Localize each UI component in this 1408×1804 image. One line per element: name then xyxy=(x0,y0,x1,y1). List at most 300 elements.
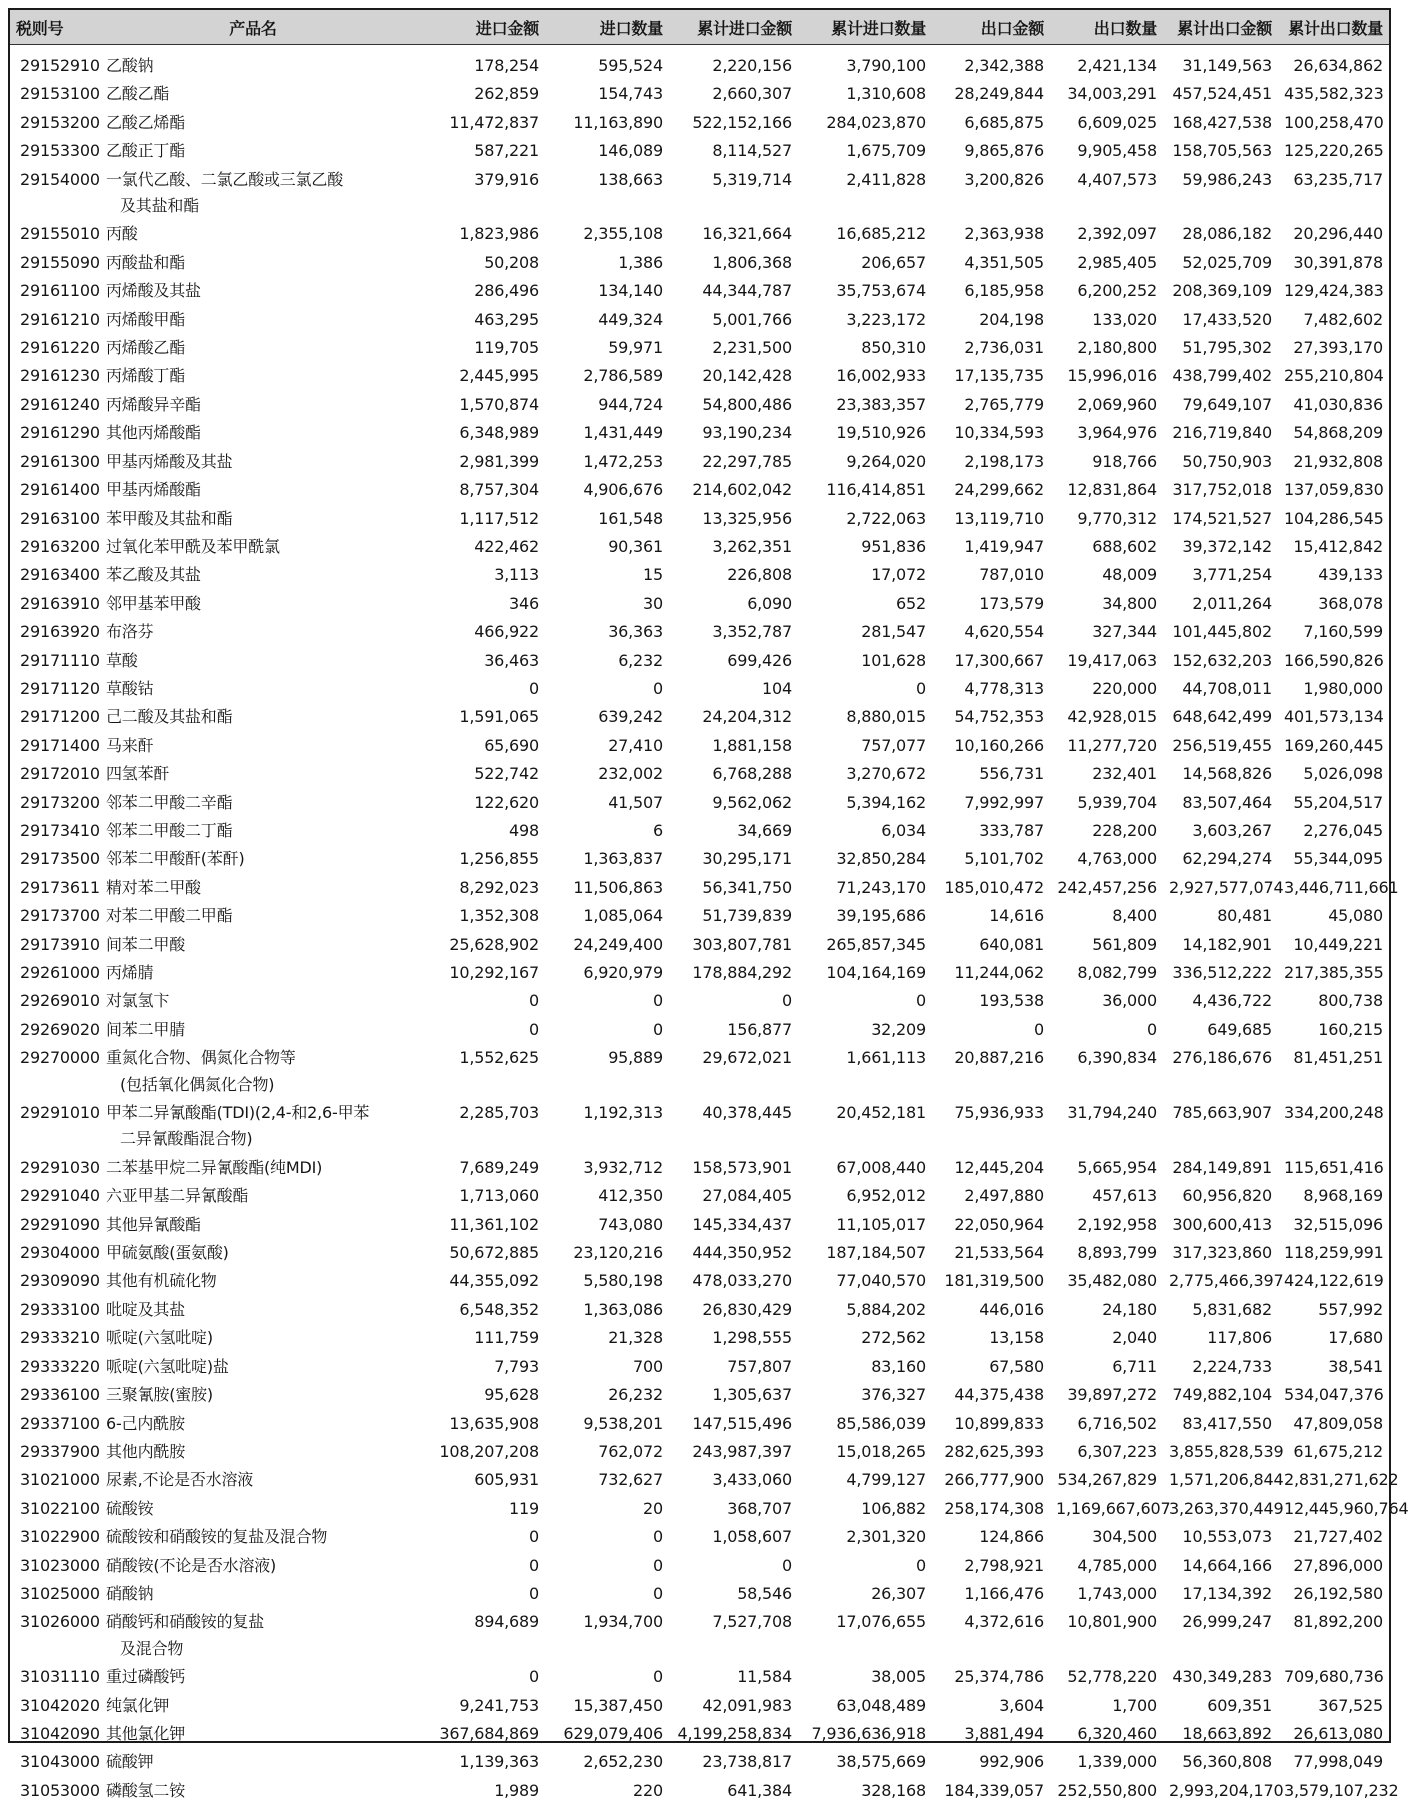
import-amount-cell: 2,285,703 xyxy=(404,1098,545,1153)
export-amount-cell: 25,374,786 xyxy=(932,1662,1050,1690)
cumulative-export-amount-cell: 430,349,283 xyxy=(1163,1662,1278,1690)
product-name-line: 硫酸铵 xyxy=(106,1496,398,1522)
export-quantity-cell: 457,613 xyxy=(1050,1181,1163,1209)
product-name xyxy=(102,136,404,164)
cumulative-import-quantity-cell: 7,936,636,918 xyxy=(798,1719,932,1747)
export-quantity-cell: 31,794,240 xyxy=(1050,1098,1163,1153)
export-amount-cell: 6,185,958 xyxy=(932,276,1050,304)
cumulative-export-quantity-cell: 55,344,095 xyxy=(1278,844,1389,872)
cumulative-import-quantity-cell: 71,243,170 xyxy=(798,873,932,901)
tariff-code: 29163910 xyxy=(10,589,102,617)
table-row xyxy=(10,1295,1389,1323)
product-name-line: 其他异氰酸酯 xyxy=(106,1212,398,1238)
cumulative-export-amount-cell: 83,417,550 xyxy=(1163,1409,1278,1437)
cumulative-import-amount-cell: 26,830,429 xyxy=(669,1295,798,1323)
product-name-line: 邻苯二甲酸二辛酯 xyxy=(106,790,398,816)
tariff-code: 29173910 xyxy=(10,930,102,958)
header-cumulative-export-quantity: 累计出口数量 xyxy=(1278,10,1389,45)
import-amount-cell: 7,793 xyxy=(404,1352,545,1380)
header-cumulative-import-quantity: 累计进口数量 xyxy=(798,10,932,45)
import-quantity-cell: 15,387,450 xyxy=(545,1691,669,1719)
export-amount-cell: 4,778,313 xyxy=(932,674,1050,702)
table-row xyxy=(10,1266,1389,1294)
table-row xyxy=(10,1437,1389,1465)
import-amount-cell: 1,989 xyxy=(404,1776,545,1804)
export-amount-cell: 3,604 xyxy=(932,1691,1050,1719)
import-quantity-cell: 743,080 xyxy=(545,1210,669,1238)
cumulative-export-amount-cell: 2,927,577,074 xyxy=(1163,873,1278,901)
export-quantity-cell: 8,893,799 xyxy=(1050,1238,1163,1266)
export-amount-cell: 1,419,947 xyxy=(932,532,1050,560)
product-name-line: 草酸钴 xyxy=(106,676,398,702)
cumulative-export-quantity-cell: 129,424,383 xyxy=(1278,276,1389,304)
export-amount-cell: 10,899,833 xyxy=(932,1409,1050,1437)
cumulative-import-amount-cell: 30,295,171 xyxy=(669,844,798,872)
export-quantity-cell: 252,550,800 xyxy=(1050,1776,1163,1804)
table-row xyxy=(10,504,1389,532)
import-amount-cell: 111,759 xyxy=(404,1323,545,1351)
import-amount-cell: 1,823,986 xyxy=(404,219,545,247)
cumulative-import-quantity-cell: 26,307 xyxy=(798,1579,932,1607)
cumulative-import-amount-cell: 303,807,781 xyxy=(669,930,798,958)
import-amount-cell: 379,916 xyxy=(404,165,545,220)
export-amount-cell: 10,334,593 xyxy=(932,418,1050,446)
cumulative-import-quantity-cell: 281,547 xyxy=(798,617,932,645)
export-amount-cell: 5,101,702 xyxy=(932,844,1050,872)
cumulative-export-quantity-cell: 3,579,107,232 xyxy=(1278,1776,1389,1804)
cumulative-import-quantity-cell: 328,168 xyxy=(798,1776,932,1804)
export-amount-cell: 124,866 xyxy=(932,1522,1050,1550)
export-quantity-cell: 10,801,900 xyxy=(1050,1607,1163,1662)
export-quantity-cell: 1,743,000 xyxy=(1050,1579,1163,1607)
product-name-line: 精对苯二甲酸 xyxy=(106,875,398,901)
tariff-code: 29161400 xyxy=(10,475,102,503)
cumulative-export-amount-cell: 39,372,142 xyxy=(1163,532,1278,560)
export-quantity-cell: 2,192,958 xyxy=(1050,1210,1163,1238)
product-name xyxy=(102,759,404,787)
cumulative-import-quantity-cell: 15,018,265 xyxy=(798,1437,932,1465)
product-name-line: 邻甲基苯甲酸 xyxy=(106,591,398,617)
import-amount-cell: 11,361,102 xyxy=(404,1210,545,1238)
import-amount-cell: 0 xyxy=(404,986,545,1014)
import-quantity-cell: 23,120,216 xyxy=(545,1238,669,1266)
import-quantity-cell: 154,743 xyxy=(545,79,669,107)
table-row xyxy=(10,165,1389,220)
export-quantity-cell: 242,457,256 xyxy=(1050,873,1163,901)
product-name-line: 丙烯酸及其盐 xyxy=(106,278,398,304)
product-name xyxy=(102,1380,404,1408)
tariff-code: 29173700 xyxy=(10,901,102,929)
export-quantity-cell: 3,964,976 xyxy=(1050,418,1163,446)
cumulative-import-amount-cell: 641,384 xyxy=(669,1776,798,1804)
product-name-line: 哌啶(六氢吡啶)盐 xyxy=(106,1354,398,1380)
export-amount-cell: 2,765,779 xyxy=(932,390,1050,418)
cumulative-import-amount-cell: 40,378,445 xyxy=(669,1098,798,1153)
tariff-code: 29153200 xyxy=(10,108,102,136)
cumulative-import-amount-cell: 5,319,714 xyxy=(669,165,798,220)
export-quantity-cell: 34,800 xyxy=(1050,589,1163,617)
product-name-continuation: 二异氰酸酯混合物) xyxy=(106,1126,398,1152)
export-quantity-cell: 327,344 xyxy=(1050,617,1163,645)
import-amount-cell: 0 xyxy=(404,674,545,702)
table-row xyxy=(10,844,1389,872)
cumulative-import-amount-cell: 104 xyxy=(669,674,798,702)
product-name-line: 马来酐 xyxy=(106,733,398,759)
export-quantity-cell: 4,407,573 xyxy=(1050,165,1163,220)
cumulative-export-quantity-cell: 30,391,878 xyxy=(1278,248,1389,276)
cumulative-export-amount-cell: 18,663,892 xyxy=(1163,1719,1278,1747)
product-name-line: 甲基丙烯酸酯 xyxy=(106,477,398,503)
export-quantity-cell: 6,390,834 xyxy=(1050,1043,1163,1098)
table-row xyxy=(10,1409,1389,1437)
product-name xyxy=(102,1579,404,1607)
import-quantity-cell: 90,361 xyxy=(545,532,669,560)
cumulative-import-amount-cell: 54,800,486 xyxy=(669,390,798,418)
export-quantity-cell: 534,267,829 xyxy=(1050,1465,1163,1493)
tariff-code: 31022900 xyxy=(10,1522,102,1550)
import-amount-cell: 178,254 xyxy=(404,45,545,80)
cumulative-import-quantity-cell: 77,040,570 xyxy=(798,1266,932,1294)
product-name xyxy=(102,589,404,617)
tariff-code: 29291030 xyxy=(10,1153,102,1181)
export-quantity-cell: 2,421,134 xyxy=(1050,45,1163,80)
cumulative-import-amount-cell: 2,220,156 xyxy=(669,45,798,80)
table-row xyxy=(10,901,1389,929)
cumulative-export-quantity-cell: 160,215 xyxy=(1278,1015,1389,1043)
cumulative-export-quantity-cell: 41,030,836 xyxy=(1278,390,1389,418)
cumulative-export-amount-cell: 276,186,676 xyxy=(1163,1043,1278,1098)
product-name xyxy=(102,418,404,446)
export-quantity-cell: 0 xyxy=(1050,1015,1163,1043)
cumulative-export-quantity-cell: 3,446,711,661 xyxy=(1278,873,1389,901)
import-amount-cell: 2,981,399 xyxy=(404,447,545,475)
tariff-code: 29269020 xyxy=(10,1015,102,1043)
export-amount-cell: 640,081 xyxy=(932,930,1050,958)
cumulative-export-quantity-cell: 26,634,862 xyxy=(1278,45,1389,80)
cumulative-import-quantity-cell: 2,722,063 xyxy=(798,504,932,532)
product-name xyxy=(102,1551,404,1579)
import-amount-cell: 1,570,874 xyxy=(404,390,545,418)
product-name-line: 甲基丙烯酸及其盐 xyxy=(106,449,398,475)
tariff-code: 29171120 xyxy=(10,674,102,702)
cumulative-import-quantity-cell: 35,753,674 xyxy=(798,276,932,304)
tariff-code: 31042020 xyxy=(10,1691,102,1719)
cumulative-export-amount-cell: 2,993,204,170 xyxy=(1163,1776,1278,1804)
tariff-code: 29173500 xyxy=(10,844,102,872)
export-amount-cell: 266,777,900 xyxy=(932,1465,1050,1493)
import-quantity-cell: 700 xyxy=(545,1352,669,1380)
import-quantity-cell: 2,652,230 xyxy=(545,1747,669,1775)
tariff-code: 29261000 xyxy=(10,958,102,986)
import-amount-cell: 119,705 xyxy=(404,333,545,361)
export-amount-cell: 185,010,472 xyxy=(932,873,1050,901)
cumulative-export-quantity-cell: 5,026,098 xyxy=(1278,759,1389,787)
export-amount-cell: 17,135,735 xyxy=(932,361,1050,389)
import-quantity-cell: 134,140 xyxy=(545,276,669,304)
cumulative-export-amount-cell: 648,642,499 xyxy=(1163,702,1278,730)
import-quantity-cell: 0 xyxy=(545,1662,669,1690)
table-row xyxy=(10,986,1389,1014)
export-quantity-cell: 8,082,799 xyxy=(1050,958,1163,986)
cumulative-import-quantity-cell: 8,880,015 xyxy=(798,702,932,730)
table-row xyxy=(10,617,1389,645)
header-tariff-code: 税则号 xyxy=(10,10,102,45)
cumulative-export-quantity-cell: 12,445,960,764 xyxy=(1278,1494,1389,1522)
cumulative-export-amount-cell: 749,882,104 xyxy=(1163,1380,1278,1408)
cumulative-import-amount-cell: 4,199,258,834 xyxy=(669,1719,798,1747)
import-quantity-cell: 732,627 xyxy=(545,1465,669,1493)
product-name xyxy=(102,1015,404,1043)
product-name xyxy=(102,1098,404,1153)
table-row xyxy=(10,1238,1389,1266)
export-amount-cell: 11,244,062 xyxy=(932,958,1050,986)
cumulative-export-quantity-cell: 55,204,517 xyxy=(1278,788,1389,816)
table-row xyxy=(10,1465,1389,1493)
cumulative-export-quantity-cell: 17,680 xyxy=(1278,1323,1389,1351)
tariff-code: 31025000 xyxy=(10,1579,102,1607)
cumulative-import-quantity-cell: 272,562 xyxy=(798,1323,932,1351)
export-quantity-cell: 52,778,220 xyxy=(1050,1662,1163,1690)
product-name xyxy=(102,45,404,80)
import-quantity-cell: 0 xyxy=(545,1015,669,1043)
cumulative-import-quantity-cell: 23,383,357 xyxy=(798,390,932,418)
import-quantity-cell: 232,002 xyxy=(545,759,669,787)
product-name xyxy=(102,1719,404,1747)
table-row xyxy=(10,1015,1389,1043)
export-quantity-cell: 19,417,063 xyxy=(1050,646,1163,674)
cumulative-export-amount-cell: 1,571,206,844 xyxy=(1163,1465,1278,1493)
export-amount-cell: 20,887,216 xyxy=(932,1043,1050,1098)
product-name xyxy=(102,447,404,475)
export-amount-cell: 2,736,031 xyxy=(932,333,1050,361)
import-quantity-cell: 0 xyxy=(545,986,669,1014)
product-name xyxy=(102,646,404,674)
import-quantity-cell: 595,524 xyxy=(545,45,669,80)
import-quantity-cell: 1,472,253 xyxy=(545,447,669,475)
export-quantity-cell: 11,277,720 xyxy=(1050,731,1163,759)
table-row xyxy=(10,873,1389,901)
import-quantity-cell: 11,506,863 xyxy=(545,873,669,901)
cumulative-import-quantity-cell: 2,301,320 xyxy=(798,1522,932,1550)
export-amount-cell: 54,752,353 xyxy=(932,702,1050,730)
cumulative-import-quantity-cell: 652 xyxy=(798,589,932,617)
cumulative-export-amount-cell: 256,519,455 xyxy=(1163,731,1278,759)
cumulative-export-amount-cell: 785,663,907 xyxy=(1163,1098,1278,1153)
cumulative-export-quantity-cell: 104,286,545 xyxy=(1278,504,1389,532)
product-name xyxy=(102,617,404,645)
cumulative-import-amount-cell: 145,334,437 xyxy=(669,1210,798,1238)
cumulative-export-amount-cell: 52,025,709 xyxy=(1163,248,1278,276)
tariff-code: 31031110 xyxy=(10,1662,102,1690)
cumulative-export-quantity-cell: 10,449,221 xyxy=(1278,930,1389,958)
cumulative-import-quantity-cell: 3,790,100 xyxy=(798,45,932,80)
import-quantity-cell: 161,548 xyxy=(545,504,669,532)
cumulative-export-quantity-cell: 115,651,416 xyxy=(1278,1153,1389,1181)
table-row xyxy=(10,1181,1389,1209)
table-row xyxy=(10,475,1389,503)
product-name xyxy=(102,1776,404,1804)
cumulative-import-quantity-cell: 39,195,686 xyxy=(798,901,932,929)
cumulative-import-quantity-cell: 6,034 xyxy=(798,816,932,844)
cumulative-export-quantity-cell: 125,220,265 xyxy=(1278,136,1389,164)
cumulative-export-amount-cell: 438,799,402 xyxy=(1163,361,1278,389)
cumulative-export-amount-cell: 300,600,413 xyxy=(1163,1210,1278,1238)
export-amount-cell: 75,936,933 xyxy=(932,1098,1050,1153)
product-name xyxy=(102,560,404,588)
export-quantity-cell: 5,665,954 xyxy=(1050,1153,1163,1181)
cumulative-export-quantity-cell: 334,200,248 xyxy=(1278,1098,1389,1153)
cumulative-export-amount-cell: 51,795,302 xyxy=(1163,333,1278,361)
product-name-line: 甲苯二异氰酸酯(TDI)(2,4-和2,6-甲苯 xyxy=(106,1100,398,1126)
cumulative-import-amount-cell: 0 xyxy=(669,986,798,1014)
cumulative-import-amount-cell: 147,515,496 xyxy=(669,1409,798,1437)
cumulative-import-amount-cell: 522,152,166 xyxy=(669,108,798,136)
import-amount-cell: 11,472,837 xyxy=(404,108,545,136)
cumulative-export-quantity-cell: 217,385,355 xyxy=(1278,958,1389,986)
product-name xyxy=(102,674,404,702)
export-amount-cell: 2,497,880 xyxy=(932,1181,1050,1209)
import-quantity-cell: 138,663 xyxy=(545,165,669,220)
cumulative-import-amount-cell: 51,739,839 xyxy=(669,901,798,929)
export-quantity-cell: 4,763,000 xyxy=(1050,844,1163,872)
product-name-line: 布洛芬 xyxy=(106,619,398,645)
table-row xyxy=(10,1691,1389,1719)
import-amount-cell: 13,635,908 xyxy=(404,1409,545,1437)
product-name-line: 乙酸乙酯 xyxy=(106,81,398,107)
product-name xyxy=(102,79,404,107)
export-quantity-cell: 6,320,460 xyxy=(1050,1719,1163,1747)
product-name xyxy=(102,504,404,532)
product-name-line: 邻苯二甲酸酐(苯酐) xyxy=(106,846,398,872)
tariff-code: 29173611 xyxy=(10,873,102,901)
export-amount-cell: 2,798,921 xyxy=(932,1551,1050,1579)
table-row xyxy=(10,79,1389,107)
export-amount-cell: 282,625,393 xyxy=(932,1437,1050,1465)
product-name-line: 重过磷酸钙 xyxy=(106,1664,398,1690)
cumulative-export-amount-cell: 2,224,733 xyxy=(1163,1352,1278,1380)
export-quantity-cell: 15,996,016 xyxy=(1050,361,1163,389)
tariff-code: 31042090 xyxy=(10,1719,102,1747)
cumulative-export-quantity-cell: 401,573,134 xyxy=(1278,702,1389,730)
product-name-line: 丙酸盐和酯 xyxy=(106,250,398,276)
export-amount-cell: 204,198 xyxy=(932,305,1050,333)
cumulative-import-amount-cell: 3,352,787 xyxy=(669,617,798,645)
product-name-line: 其他内酰胺 xyxy=(106,1439,398,1465)
export-quantity-cell: 8,400 xyxy=(1050,901,1163,929)
table-row xyxy=(10,1522,1389,1550)
export-amount-cell: 17,300,667 xyxy=(932,646,1050,674)
product-name-line: 六亚甲基二异氰酸酯 xyxy=(106,1183,398,1209)
export-quantity-cell: 48,009 xyxy=(1050,560,1163,588)
export-quantity-cell: 228,200 xyxy=(1050,816,1163,844)
product-name-line: 草酸 xyxy=(106,648,398,674)
product-name xyxy=(102,248,404,276)
cumulative-import-quantity-cell: 6,952,012 xyxy=(798,1181,932,1209)
cumulative-export-amount-cell: 83,507,464 xyxy=(1163,788,1278,816)
table-row xyxy=(10,646,1389,674)
export-amount-cell: 4,351,505 xyxy=(932,248,1050,276)
cumulative-import-quantity-cell: 1,310,608 xyxy=(798,79,932,107)
import-amount-cell: 422,462 xyxy=(404,532,545,560)
cumulative-import-amount-cell: 56,341,750 xyxy=(669,873,798,901)
tariff-code: 29337900 xyxy=(10,1437,102,1465)
product-name-line: 间苯二甲酸 xyxy=(106,932,398,958)
cumulative-import-quantity-cell: 3,223,172 xyxy=(798,305,932,333)
export-amount-cell: 258,174,308 xyxy=(932,1494,1050,1522)
import-amount-cell: 0 xyxy=(404,1551,545,1579)
cumulative-export-amount-cell: 10,553,073 xyxy=(1163,1522,1278,1550)
table-row xyxy=(10,1747,1389,1775)
product-name xyxy=(102,219,404,247)
table-row xyxy=(10,1776,1389,1804)
table-row xyxy=(10,1098,1389,1153)
cumulative-import-quantity-cell: 67,008,440 xyxy=(798,1153,932,1181)
cumulative-export-quantity-cell: 47,809,058 xyxy=(1278,1409,1389,1437)
import-amount-cell: 463,295 xyxy=(404,305,545,333)
export-quantity-cell: 1,339,000 xyxy=(1050,1747,1163,1775)
table-row xyxy=(10,1043,1389,1098)
product-name-line: 硫酸钾 xyxy=(106,1749,398,1775)
table-row xyxy=(10,1380,1389,1408)
cumulative-import-amount-cell: 444,350,952 xyxy=(669,1238,798,1266)
product-name xyxy=(102,532,404,560)
tariff-code: 29309090 xyxy=(10,1266,102,1294)
export-quantity-cell: 561,809 xyxy=(1050,930,1163,958)
export-amount-cell: 13,158 xyxy=(932,1323,1050,1351)
export-amount-cell: 3,881,494 xyxy=(932,1719,1050,1747)
export-quantity-cell: 2,985,405 xyxy=(1050,248,1163,276)
cumulative-export-amount-cell: 2,011,264 xyxy=(1163,589,1278,617)
import-amount-cell: 1,139,363 xyxy=(404,1747,545,1775)
cumulative-export-amount-cell: 44,708,011 xyxy=(1163,674,1278,702)
export-amount-cell: 22,050,964 xyxy=(932,1210,1050,1238)
import-amount-cell: 498 xyxy=(404,816,545,844)
tariff-code: 31043000 xyxy=(10,1747,102,1775)
cumulative-import-quantity-cell: 265,857,345 xyxy=(798,930,932,958)
cumulative-export-quantity-cell: 15,412,842 xyxy=(1278,532,1389,560)
import-amount-cell: 346 xyxy=(404,589,545,617)
import-quantity-cell: 412,350 xyxy=(545,1181,669,1209)
cumulative-export-quantity-cell: 21,727,402 xyxy=(1278,1522,1389,1550)
product-name-line: 哌啶(六氢吡啶) xyxy=(106,1325,398,1351)
cumulative-export-quantity-cell: 557,992 xyxy=(1278,1295,1389,1323)
import-quantity-cell: 95,889 xyxy=(545,1043,669,1098)
cumulative-import-amount-cell: 3,433,060 xyxy=(669,1465,798,1493)
product-name xyxy=(102,361,404,389)
tariff-code: 29154000 xyxy=(10,165,102,220)
export-quantity-cell: 6,200,252 xyxy=(1050,276,1163,304)
export-amount-cell: 173,579 xyxy=(932,589,1050,617)
import-quantity-cell: 1,386 xyxy=(545,248,669,276)
table-row xyxy=(10,1153,1389,1181)
tariff-code: 29171200 xyxy=(10,702,102,730)
import-quantity-cell: 5,580,198 xyxy=(545,1266,669,1294)
cumulative-import-quantity-cell: 63,048,489 xyxy=(798,1691,932,1719)
cumulative-import-amount-cell: 22,297,785 xyxy=(669,447,798,475)
export-quantity-cell: 918,766 xyxy=(1050,447,1163,475)
tariff-code: 29291090 xyxy=(10,1210,102,1238)
product-name-line: 三聚氰胺(蜜胺) xyxy=(106,1382,398,1408)
product-name xyxy=(102,731,404,759)
import-quantity-cell: 1,363,837 xyxy=(545,844,669,872)
product-name-line: 邻苯二甲酸二丁酯 xyxy=(106,818,398,844)
tariff-code: 29161220 xyxy=(10,333,102,361)
product-name-line: 硝酸铵(不论是否水溶液) xyxy=(106,1553,398,1579)
product-name-line: 对苯二甲酸二甲酯 xyxy=(106,903,398,929)
export-amount-cell: 12,445,204 xyxy=(932,1153,1050,1181)
import-amount-cell: 6,348,989 xyxy=(404,418,545,446)
import-amount-cell: 8,292,023 xyxy=(404,873,545,901)
